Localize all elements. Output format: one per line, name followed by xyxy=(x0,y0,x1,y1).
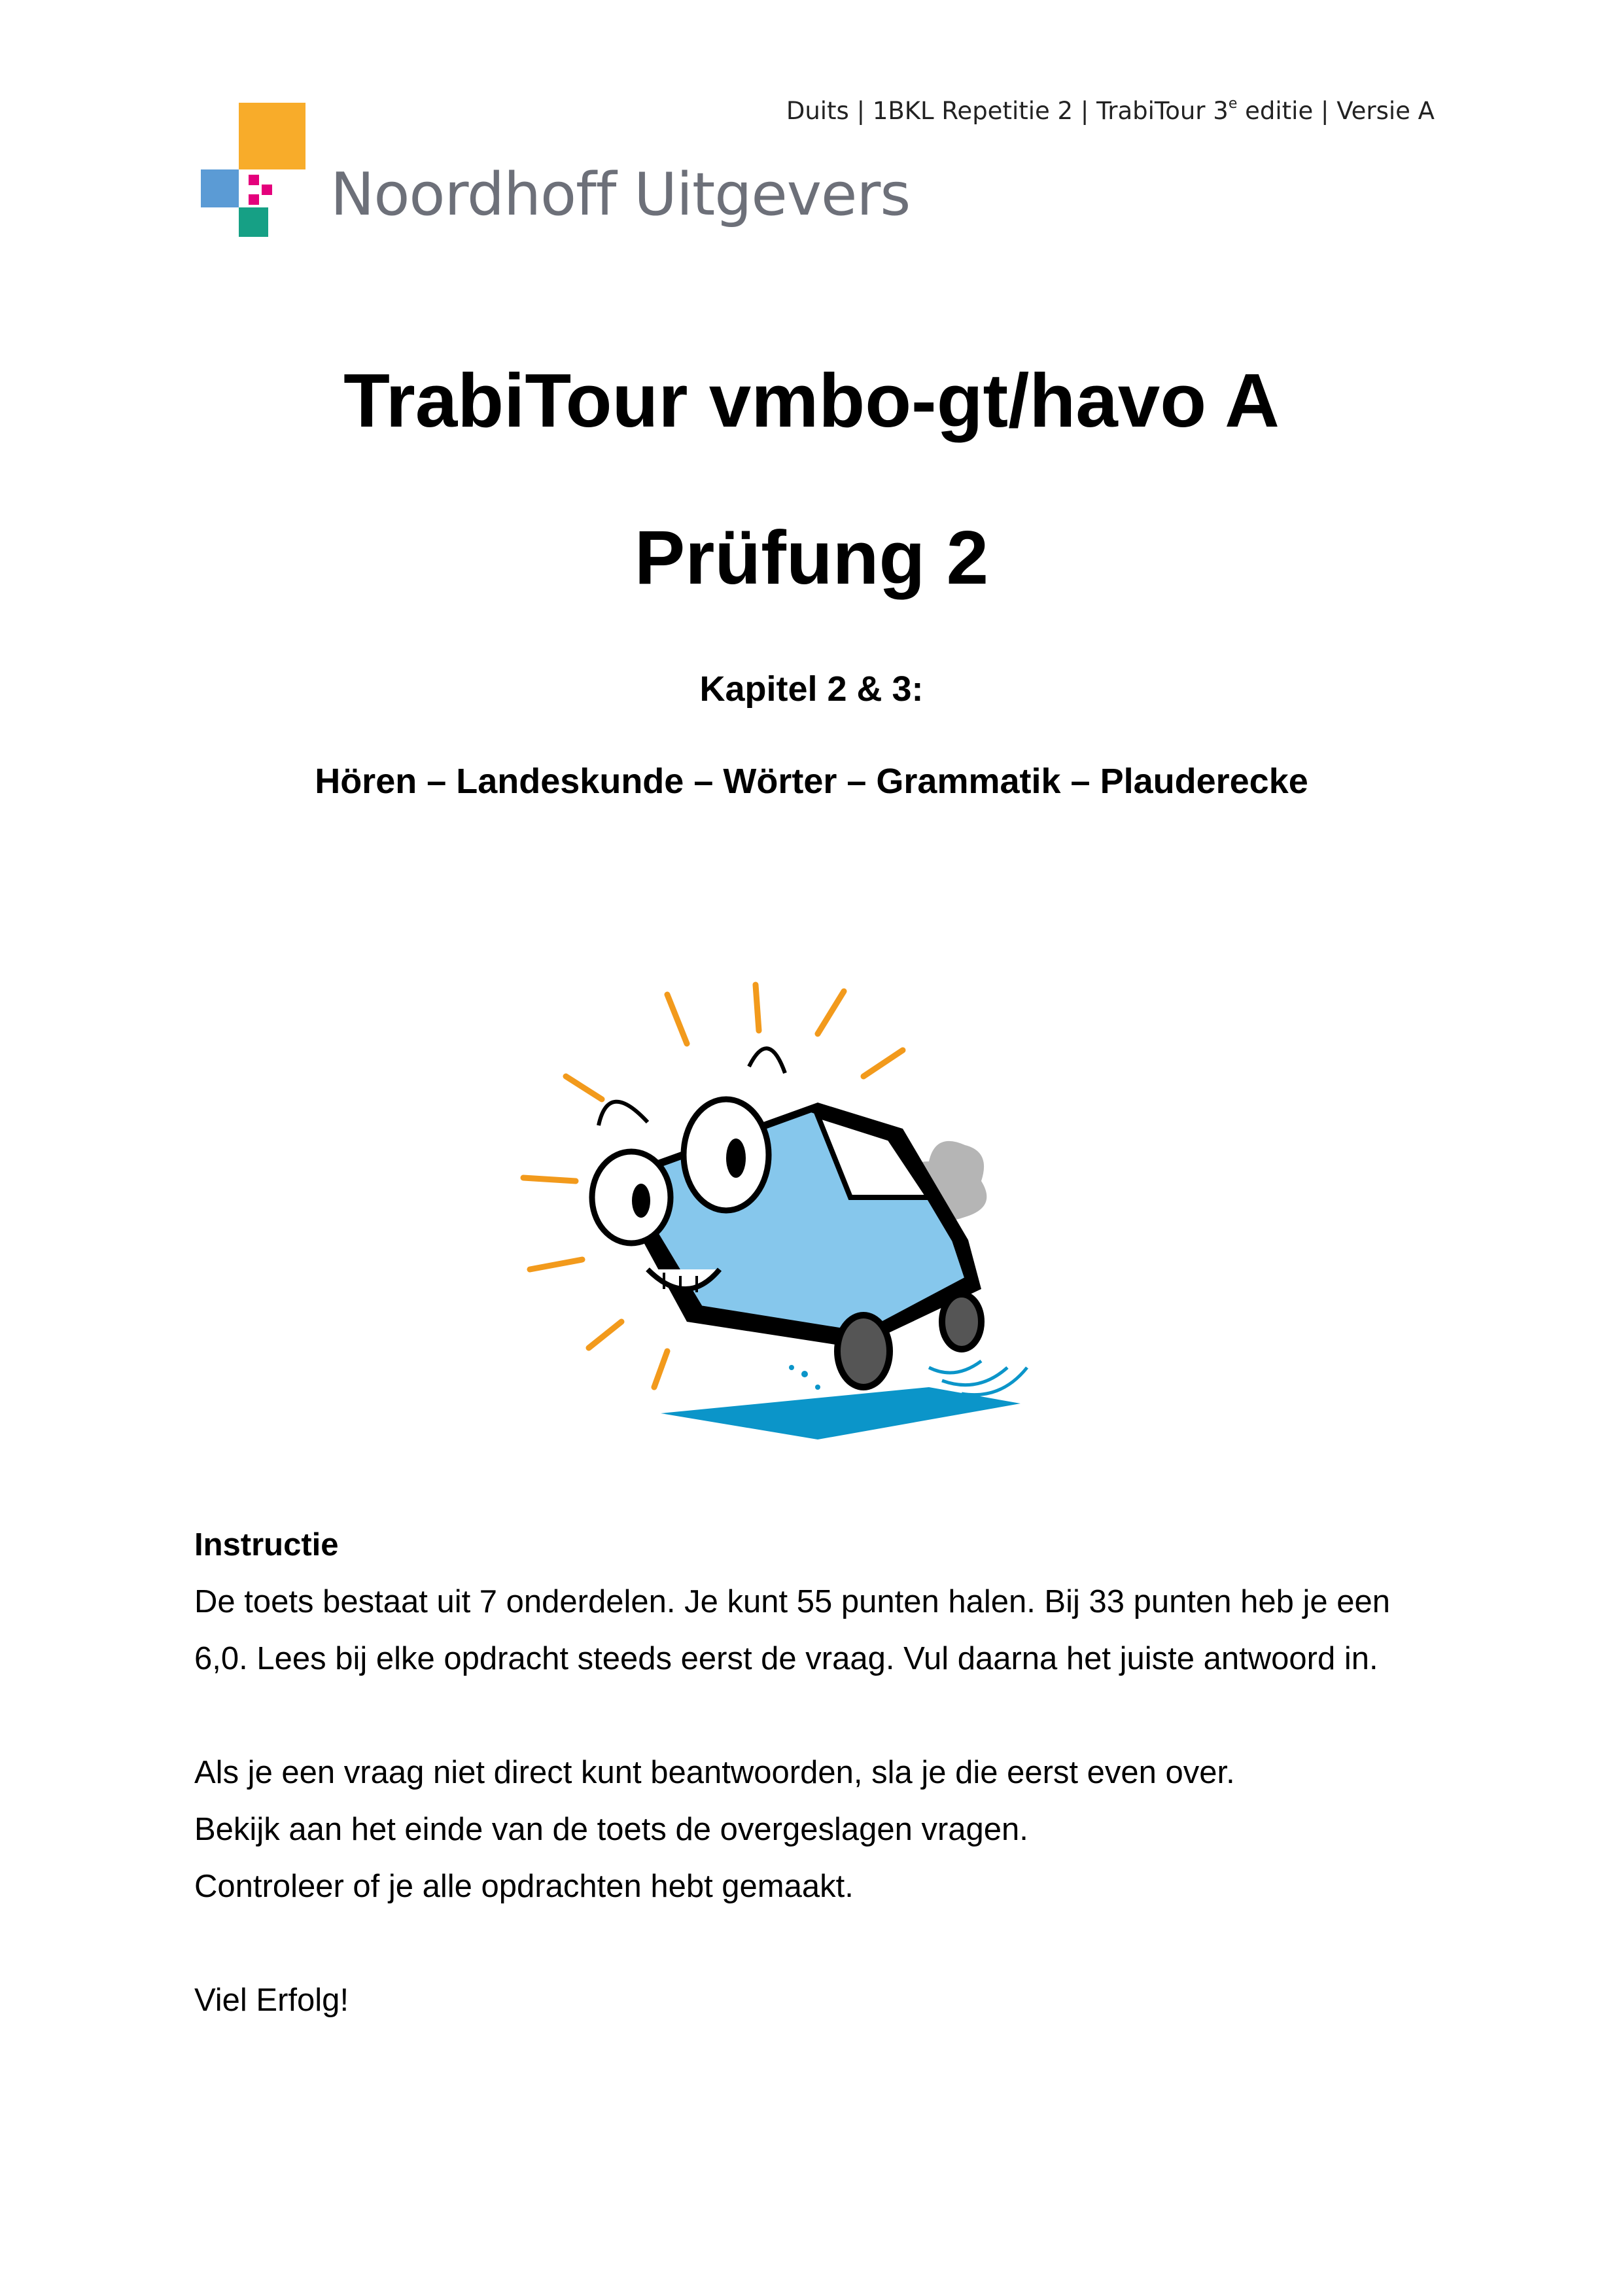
document-title: TrabiTour vmbo-gt/havo A xyxy=(343,358,1280,443)
instructions-line: 6,0. Lees bij elke opdracht steeds eerst de vraag. Vul daarna het juiste antwoord in. xyxy=(194,1641,1378,1676)
car-wheel-front xyxy=(837,1315,890,1387)
closing-line: Viel Erfolg! xyxy=(194,1983,349,2018)
instructions-line: De toets bestaat uit 7 onderdelen. Je kunt 55 punten halen. Bij 33 punten heb je een xyxy=(194,1584,1390,1619)
exam-title: Prüfung 2 xyxy=(634,515,989,600)
instructions-heading: Instructie xyxy=(194,1527,339,1563)
car-wheel-back xyxy=(942,1294,981,1349)
logo-teal-square xyxy=(239,207,268,237)
car-eye-right xyxy=(684,1099,769,1210)
chapters-heading: Kapitel 2 & 3: xyxy=(699,669,924,709)
car-eye-left xyxy=(592,1152,671,1243)
instructions-line: Als je een vraag niet direct kunt beantwoorden, sla je die eerst even over. xyxy=(194,1755,1235,1790)
logo-orange-square xyxy=(239,103,305,169)
instructions-block xyxy=(194,1517,1437,2029)
logo-pink-dot-1 xyxy=(249,175,259,185)
logo-pink-dot-2 xyxy=(262,185,272,195)
instructions-line: Controleer of je alle opdrachten hebt gemaakt. xyxy=(194,1869,854,1904)
instructions-line: Bekijk aan het einde van de toets de overgeslagen vragen. xyxy=(194,1812,1028,1847)
logo-pink-dot-3 xyxy=(249,194,259,205)
publisher-name: Noordhoff Uitgevers xyxy=(330,160,911,229)
logo-blue-square xyxy=(201,169,239,207)
topics-heading: Hören – Landeskunde – Wörter – Grammatik – Plauderecke xyxy=(315,762,1308,801)
header-info: Duits | 1BKL Repetitie 2 | TrabiTour 3e editie | Versie A xyxy=(786,95,1435,125)
cartoon-car-icon xyxy=(510,981,1099,1439)
